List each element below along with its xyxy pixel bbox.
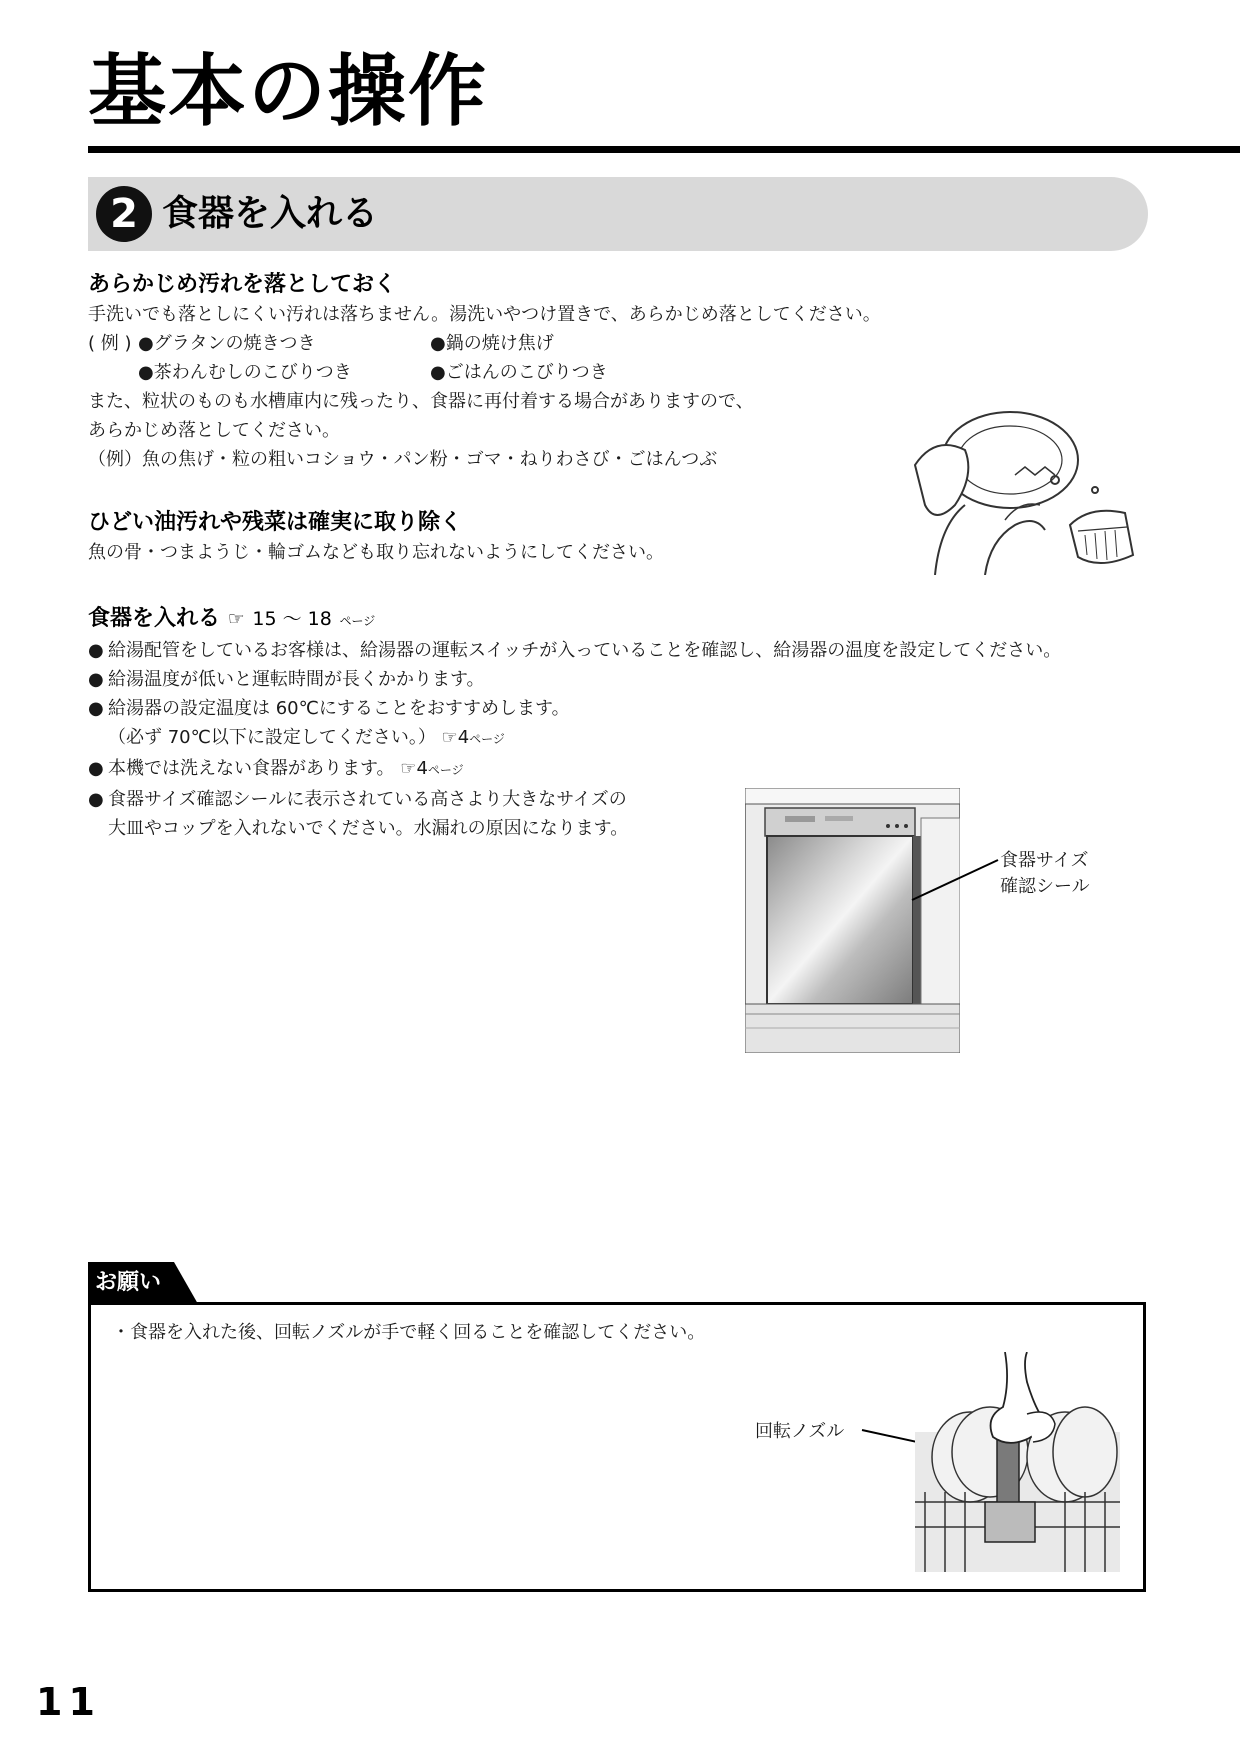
list-item-text: 給湯器の設定温度は 60℃にすることをおすすめします。 (108, 698, 570, 719)
page-ref-page: 4 (416, 758, 428, 779)
pre-clean-text: 手洗いでも落としにくい汚れは落ちません。湯洗いやつけ置きで、あらかじめ落としてください。 (88, 304, 881, 325)
list-item-text: 本機では洗えない食器があります。 (108, 758, 395, 779)
size-seal-callout (1000, 848, 1090, 900)
dishwasher-illustration (745, 788, 960, 1053)
bullet: ● (88, 698, 104, 719)
load-dishes-heading (88, 604, 1158, 636)
page-ref-suffix: ページ (469, 732, 505, 746)
bullet: ● (88, 758, 104, 779)
granule-text: また、粒状のものも水槽庫内に残ったり、食器に再付着する場合がありますので、 (88, 391, 754, 412)
page-title: 基本の操作 (88, 47, 489, 137)
title-rule (88, 146, 1240, 153)
list-item (88, 665, 1158, 694)
page-ref-icon: ☞ (400, 758, 417, 779)
example-item: ●ごはんのこびりつき (430, 362, 608, 383)
list-item (88, 754, 1158, 785)
bullet: ● (88, 789, 104, 810)
page-ref-page: 4 (457, 727, 470, 748)
list-item-text: 食器サイズ確認シールに表示されている高さより大きなサイズの (108, 789, 627, 810)
size-seal-callout-line: 確認シール (1000, 876, 1090, 897)
section-title: 食器を入れる (162, 193, 379, 234)
remove-food-heading: ひどい油汚れや残菜は確実に取り除く (88, 510, 463, 535)
remove-food-block (88, 508, 1148, 567)
list-item-note: （必ず 70℃以下に設定してください。） (108, 727, 436, 748)
example-row-2 (88, 358, 1148, 387)
notice-label: お願い (95, 1270, 162, 1295)
page-ref-icon: ☞ (227, 608, 245, 630)
bullet: ● (88, 669, 104, 690)
list-item (88, 694, 1158, 754)
page-ref-suffix: ページ (427, 763, 464, 777)
page-ref-pages: 15 ～ 18 (252, 608, 332, 630)
load-dishes-heading-text: 食器を入れる (88, 606, 221, 631)
example-row-1 (88, 329, 1148, 358)
page-ref-icon: ☞ (441, 727, 458, 748)
pre-clean-heading: あらかじめ汚れを落としておく (88, 272, 397, 297)
example-item: ●グラタンの焼きつき (138, 333, 316, 354)
list-item-text: 給湯配管をしているお客様は、給湯器の運転スイッチが入っていることを確認し、給湯器の温度を設定してください。 (108, 640, 1062, 661)
notice-text: ・食器を入れた後、回転ノズルが手で軽く回ることを確認してください。 (112, 1322, 706, 1343)
instruction-list (88, 636, 1158, 843)
section-number-badge: 2 (96, 186, 152, 242)
bullet: ● (88, 640, 104, 661)
callout-leader-line (910, 855, 1000, 905)
list-item-text: 給湯温度が低いと運転時間が長くかかります。 (108, 669, 485, 690)
nozzle-illustration (915, 1352, 1120, 1572)
remove-food-text: 魚の骨・つまようじ・輪ゴムなども取り忘れないようにしてください。 (88, 542, 664, 563)
page-number: 11 (36, 1680, 101, 1724)
granule-examples: （例）魚の焦げ・粒の粗いコショウ・パン粉・ゴマ・ねりわさび・ごはんつぶ (88, 449, 718, 470)
example-label: ( 例 ) (88, 333, 132, 354)
example-item: ●茶わんむしのこびりつき (138, 362, 352, 383)
size-seal-callout-line: 食器サイズ (1000, 850, 1089, 871)
load-dishes-block (88, 604, 1158, 843)
list-item (88, 785, 1158, 843)
page-ref-suffix: ページ (339, 614, 376, 628)
list-item (88, 636, 1158, 665)
example-item: ●鍋の焼け焦げ (430, 333, 554, 354)
list-item-text: 大皿やコップを入れないでください。水漏れの原因になります。 (108, 818, 629, 839)
granule-text: あらかじめ落としてください。 (88, 420, 340, 441)
nozzle-callout: 回転ノズル (755, 1421, 845, 1442)
